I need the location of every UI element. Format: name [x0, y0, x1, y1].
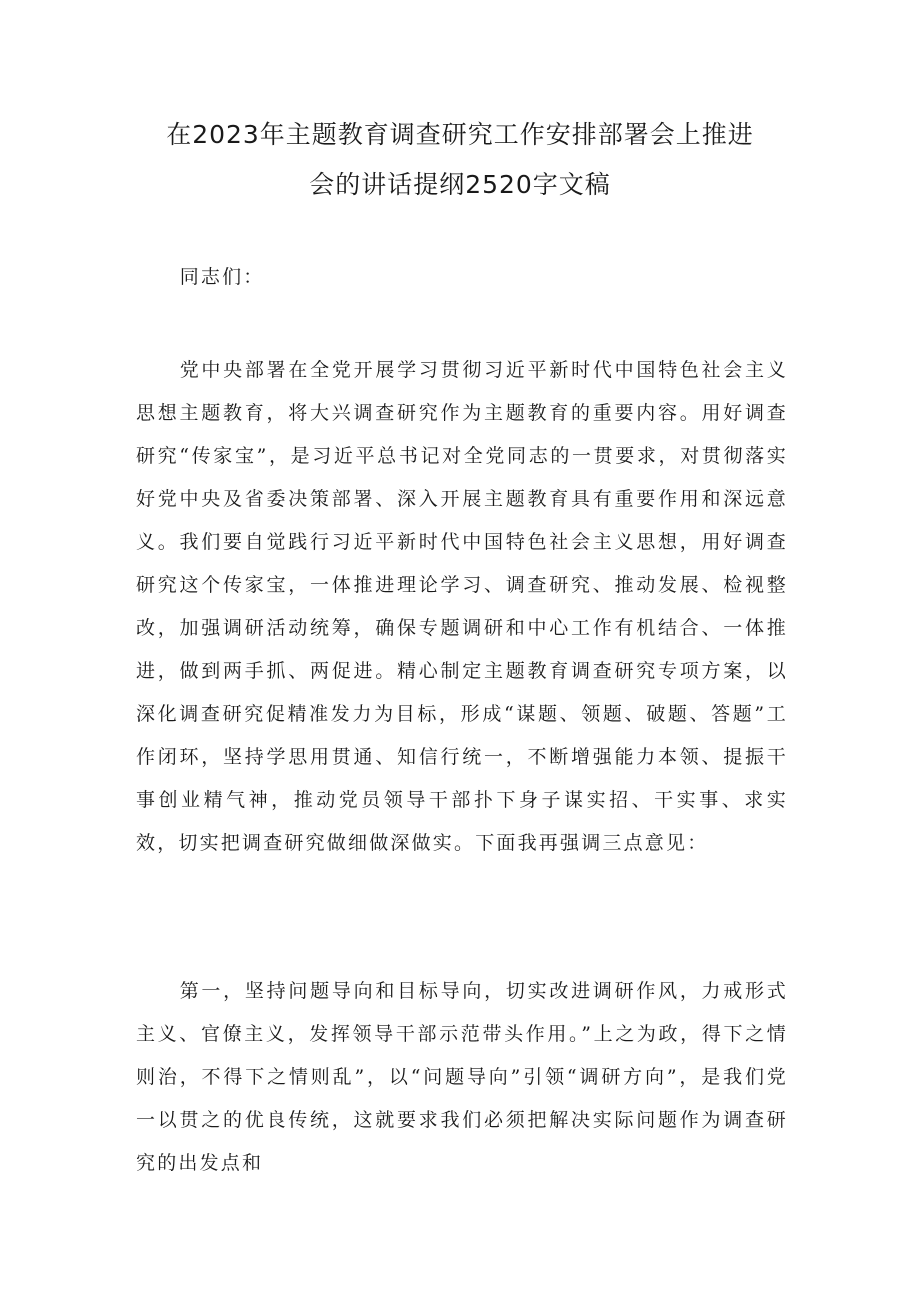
- title-line-1: 在2023年主题教育调查研究工作安排部署会上推进: [166, 120, 754, 149]
- title-line-2: 会的讲话提纲2520字文稿: [309, 170, 611, 199]
- document-title: [100, 110, 820, 210]
- salutation: 同志们：: [179, 266, 265, 288]
- paragraph-intro: 党中央部署在全党开展学习贯彻习近平新时代中国特色社会主义思想主题教育，将大兴调查研究作为主题教育的重要内容。用好调查研究“传家宝”，是习近平总书记对全党同志的一贯要求，对贯彻落实好党中央及省委决策部署、深入开展主题教育具有重要作用和深远意义。我们要自觉践行习近平新时代中国特色社会主义思想，用好调查研究这个传家宝，一体推进理论学习、调查研究、推动发展、检视整改，加强调研活动统筹，确保专题调研和中心工作有机结合、一体推进，做到两手抓、两促进。精心制定主题教育调查研究专项方案，以深化调查研究促精准发力为目标，形成“谋题、领题、破题、答题”工作闭环，坚持学思用贯通、知信行统一，不断增强能力本领、提振干事创业精气神，推动党员领导干部扑下身子谋实招、干实事、求实效，切实把调查研究做细做深做实。下面我再强调三点意见：: [136, 359, 788, 854]
- paragraph-first-point: 第一，坚持问题导向和目标导向，切实改进调研作风，力戒形式主义、官僚主义，发挥领导干部示范带头作用。”上之为政，得下之情则治，不得下之情则乱”，以“问题导向”引领“调研方向”，是我们党一以贯之的优良传统，这就要求我们必须把解决实际问题作为调查研究的出发点和: [136, 980, 788, 1174]
